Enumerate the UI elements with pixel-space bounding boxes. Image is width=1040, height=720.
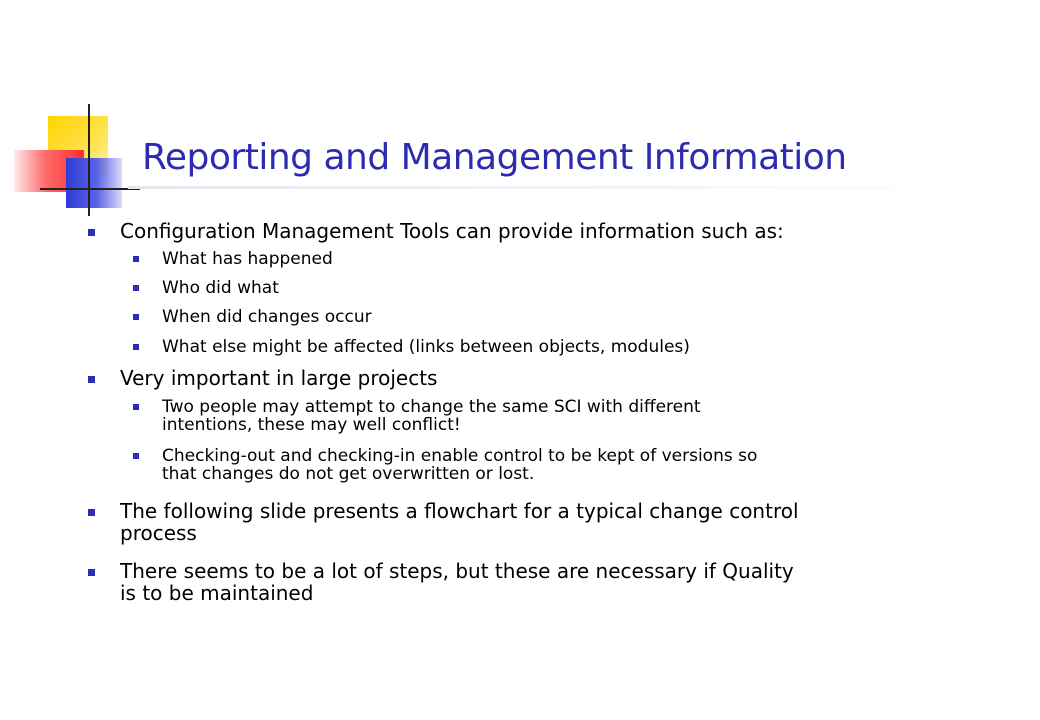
subbullet-what-else-affected — [162, 338, 690, 356]
bullet-line-2: process — [120, 521, 197, 545]
square-bullet-icon — [88, 569, 95, 576]
square-bullet-icon — [133, 285, 139, 291]
bullet-large-projects — [120, 367, 437, 389]
bullet-text: Very important in large projects — [120, 366, 438, 390]
bullet-line-1: The following slide presents a flowchart for a typical change control — [120, 499, 799, 523]
subbullet-two-people — [162, 398, 701, 434]
square-bullet-icon — [88, 509, 95, 516]
bullet-config-tools — [120, 220, 784, 242]
bullet-line-1: There seems to be a lot of steps, but these are necessary if Quality — [120, 559, 794, 583]
subbullet-text: When did changes occur — [162, 307, 372, 327]
subbullet-line-1: Checking-out and checking-in enable control to be kept of versions so — [162, 446, 758, 466]
square-bullet-icon — [88, 376, 95, 383]
square-bullet-icon — [133, 256, 139, 262]
subbullet-text: What has happened — [162, 249, 333, 269]
bullet-following-slide — [120, 500, 799, 544]
subbullet-what-happened — [162, 250, 333, 268]
square-bullet-icon — [133, 314, 139, 320]
slide-title: Reporting and Management Information — [142, 137, 847, 178]
subbullet-text: Who did what — [162, 278, 279, 298]
subbullet-when-changes — [162, 308, 372, 326]
square-bullet-icon — [133, 344, 139, 350]
square-bullet-icon — [133, 453, 139, 459]
subbullet-text: What else might be affected (links between objects, modules) — [162, 337, 690, 357]
subbullet-who-did-what — [162, 279, 279, 297]
subbullet-line-1: Two people may attempt to change the same SCI with different — [162, 397, 701, 417]
subbullet-line-2: that changes do not get overwritten or lost. — [162, 464, 535, 484]
bullet-text: Configuration Management Tools can provide information such as: — [120, 219, 784, 243]
bullet-lot-of-steps — [120, 560, 794, 604]
square-bullet-icon — [133, 404, 139, 410]
subbullet-checking-out — [162, 447, 757, 483]
subbullet-line-2: intentions, these may well conflict! — [162, 415, 461, 435]
bullet-line-2: is to be maintained — [120, 581, 314, 605]
square-bullet-icon — [88, 229, 95, 236]
